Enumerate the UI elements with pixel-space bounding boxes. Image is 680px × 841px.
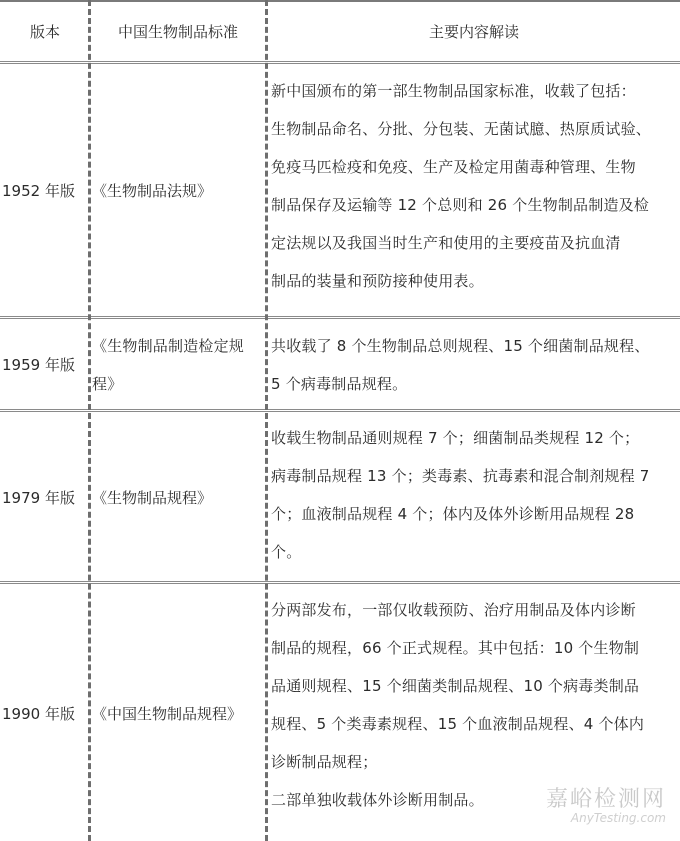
- header-standard: 中国生物制品标准: [117, 23, 238, 41]
- table-row-content: [271, 327, 679, 403]
- standard-cell: 《生物制品规程》: [92, 488, 213, 507]
- row-divider: [0, 581, 680, 584]
- standard-cell: 《生物制品制造检定规: [92, 337, 245, 355]
- table-row-content: [271, 72, 679, 300]
- watermark-en: AnyTesting.com: [570, 811, 666, 825]
- content-line: 诊断制品规程；: [271, 753, 378, 771]
- header-content: 主要内容解读: [428, 23, 519, 41]
- table-row-content: [271, 419, 679, 571]
- standard-cell: 程》: [92, 375, 123, 393]
- version-cell: 1990 年版: [2, 704, 75, 723]
- header-divider: [0, 61, 680, 64]
- watermark: [546, 782, 666, 825]
- content-line: 5 个病毒制品规程。: [271, 375, 408, 393]
- content-line: 定法规以及我国当时生产和使用的主要疫苗及抗血清: [271, 234, 621, 252]
- standard-cell: 《中国生物制品规程》: [92, 704, 243, 723]
- content-line: 收载生物制品通则规程 7 个；细菌制品类规程 12 个；: [271, 429, 640, 447]
- version-cell: 1979 年版: [2, 488, 75, 507]
- content-line: 规程、5 个类毒素规程、15 个血液制品规程、4 个体内: [271, 715, 645, 733]
- table-row-standard: [92, 413, 264, 581]
- watermark-cn: 嘉峪检测网: [545, 787, 666, 812]
- column-divider: [88, 0, 91, 841]
- table-row-version: [2, 413, 88, 581]
- table-row-standard: [92, 327, 264, 403]
- content-line: 制品的规程，66 个正式规程。其中包括：10 个生物制: [271, 639, 640, 657]
- content-line: 二部单独收载体外诊断用制品。: [271, 791, 484, 809]
- column-divider: [265, 0, 268, 841]
- content-line: 制品保存及运输等 12 个总则和 26 个生物制品制造及检: [271, 196, 650, 214]
- content-line: 共收载了 8 个生物制品总则规程、15 个细菌制品规程、: [271, 337, 650, 355]
- content-line: 个；血液制品规程 4 个；体内及体外诊断用品规程 28: [271, 505, 635, 523]
- content-line: 品通则规程、15 个细菌类制品规程、10 个病毒类制品: [271, 677, 640, 695]
- row-divider: [0, 316, 680, 319]
- row-divider: [0, 409, 680, 412]
- version-cell: 1959 年版: [2, 356, 75, 374]
- content-line: 分两部发布，一部仅收载预防、治疗用制品及体内诊断: [271, 601, 636, 619]
- table-row-standard: [92, 65, 264, 316]
- version-cell: 1952 年版: [2, 182, 75, 200]
- header-version: 版本: [29, 23, 60, 41]
- content-line: 制品的装量和预防接种使用表。: [271, 272, 484, 290]
- table-row-standard: [92, 585, 264, 841]
- table-row-version: [2, 65, 88, 316]
- content-line: 病毒制品规程 13 个；类毒素、抗毒素和混合制剂规程 7: [271, 467, 650, 485]
- content-line: 个。: [271, 543, 302, 561]
- standard-cell: 《生物制品法规》: [92, 182, 213, 200]
- content-line: 免疫马匹检疫和免疫、生产及检定用菌毒种管理、生物: [271, 158, 636, 176]
- table-row-version: [2, 585, 88, 841]
- content-line: 新中国颁布的第一部生物制品国家标准，收载了包括：: [271, 82, 636, 100]
- table-row-version: [2, 320, 88, 409]
- content-line: 生物制品命名、分批、分包装、无菌试臆、热原质试验、: [271, 120, 652, 138]
